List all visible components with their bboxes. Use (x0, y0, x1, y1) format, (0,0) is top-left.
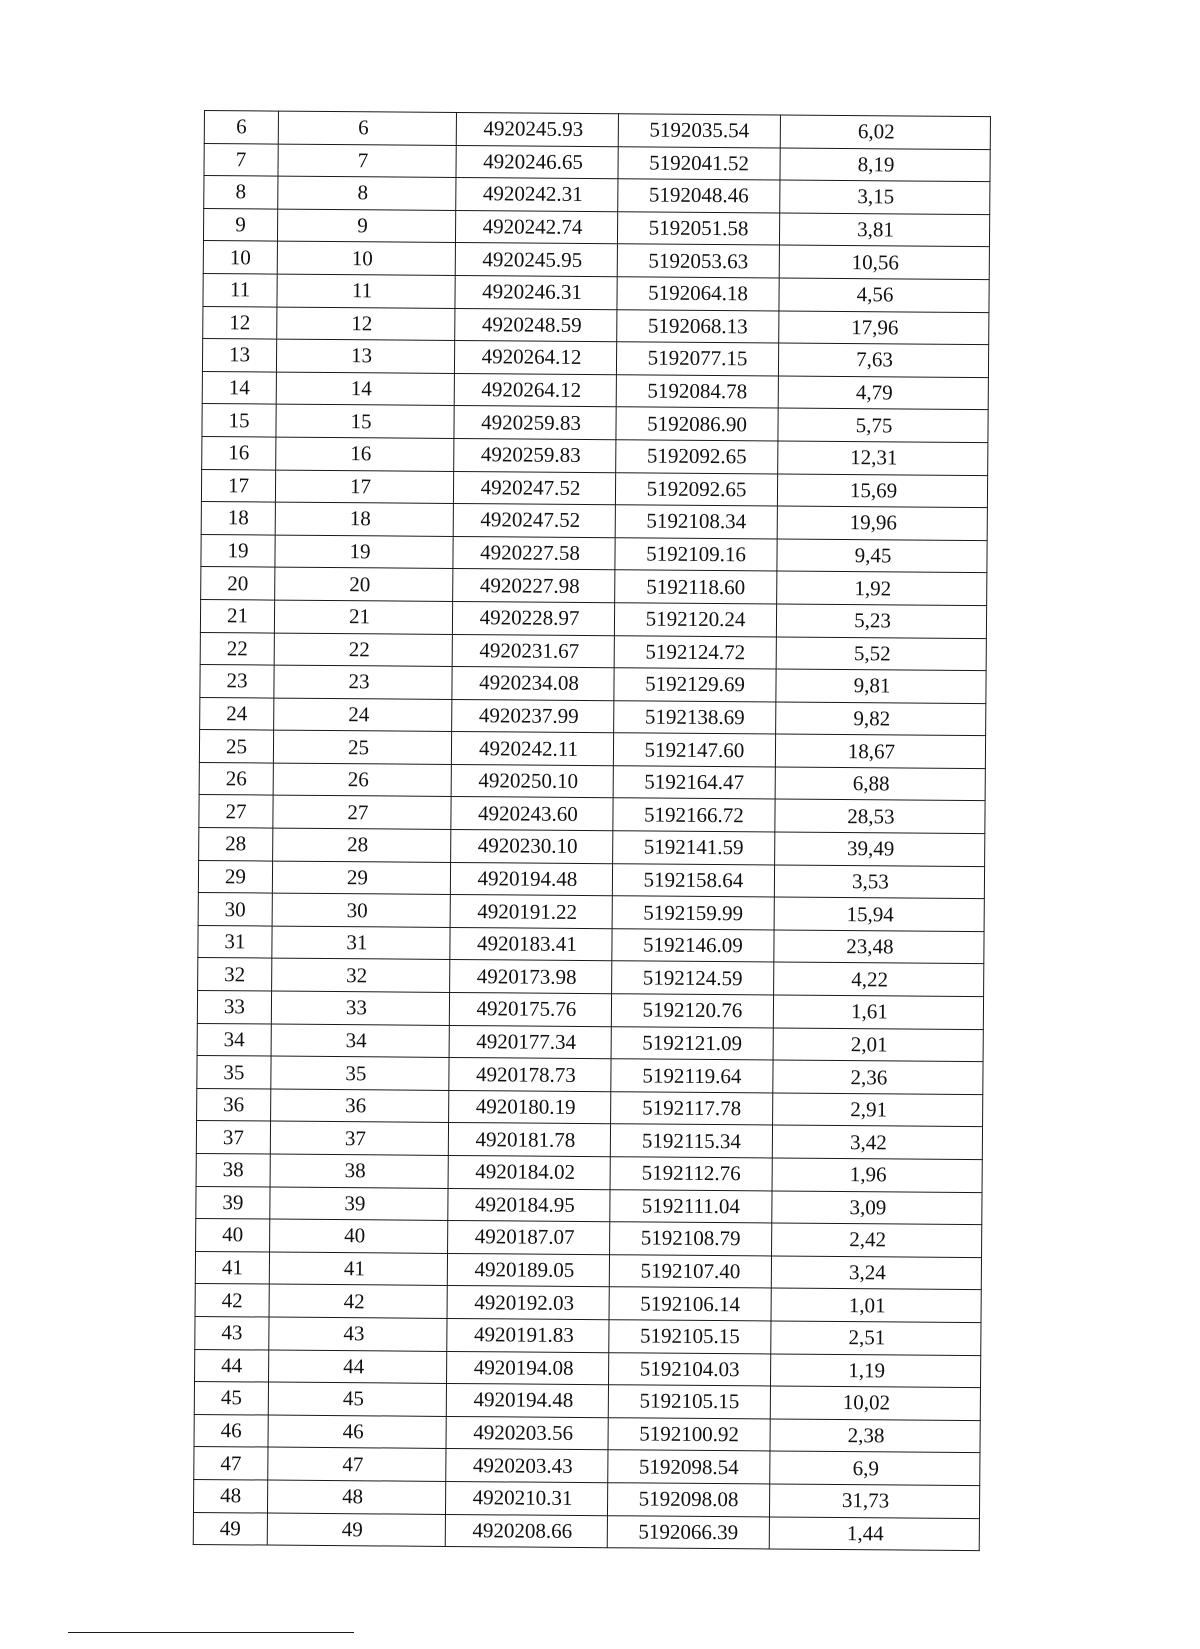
point-number-cell: 49 (267, 1513, 445, 1547)
x-coordinate-cell: 4920178.73 (449, 1058, 611, 1092)
point-number-cell: 10 (277, 241, 455, 275)
distance-cell: 8,19 (780, 148, 990, 182)
row-number-cell: 33 (197, 991, 271, 1024)
row-number-cell: 41 (195, 1251, 269, 1284)
row-number-cell: 45 (194, 1382, 268, 1415)
row-number-cell: 48 (193, 1479, 267, 1512)
y-coordinate-cell: 5192124.59 (612, 961, 774, 995)
distance-cell: 3,81 (779, 213, 989, 247)
distance-cell: 6,88 (775, 767, 985, 801)
x-coordinate-cell: 4920210.31 (445, 1481, 607, 1515)
y-coordinate-cell: 5192041.52 (618, 146, 780, 180)
distance-cell: 1,19 (770, 1354, 980, 1388)
distance-cell: 9,82 (776, 702, 986, 736)
x-coordinate-cell: 4920228.97 (452, 601, 614, 635)
y-coordinate-cell: 5192109.16 (615, 537, 777, 571)
point-number-cell: 18 (275, 502, 453, 536)
row-number-cell: 15 (202, 404, 276, 437)
x-coordinate-cell: 4920173.98 (450, 960, 612, 994)
y-coordinate-cell: 5192138.69 (614, 700, 776, 734)
x-coordinate-cell: 4920250.10 (451, 764, 613, 798)
y-coordinate-cell: 5192118.60 (615, 570, 777, 604)
distance-cell: 19,96 (777, 506, 987, 540)
y-coordinate-cell: 5192120.76 (611, 994, 773, 1028)
x-coordinate-cell: 4920234.08 (452, 667, 614, 701)
y-coordinate-cell: 5192147.60 (613, 733, 775, 767)
point-number-cell: 35 (271, 1056, 449, 1090)
x-coordinate-cell: 4920242.11 (451, 732, 613, 766)
y-coordinate-cell: 5192068.13 (617, 309, 779, 343)
row-number-cell: 24 (200, 697, 274, 730)
y-coordinate-cell: 5192159.99 (612, 896, 774, 930)
point-number-cell: 24 (274, 698, 452, 732)
x-coordinate-cell: 4920259.83 (454, 438, 616, 472)
row-number-cell: 14 (202, 371, 276, 404)
x-coordinate-cell: 4920203.56 (446, 1416, 608, 1450)
row-number-cell: 34 (197, 1023, 271, 1056)
row-number-cell: 16 (202, 436, 276, 469)
x-coordinate-cell: 4920242.31 (456, 178, 618, 212)
distance-cell: 2,36 (773, 1060, 983, 1094)
distance-cell: 2,51 (771, 1321, 981, 1355)
distance-cell: 5,75 (778, 408, 988, 442)
point-number-cell: 12 (277, 307, 455, 341)
point-number-cell: 20 (275, 567, 453, 601)
row-number-cell: 7 (204, 143, 278, 176)
point-number-cell: 23 (274, 665, 452, 699)
x-coordinate-cell: 4920246.31 (455, 275, 617, 309)
distance-cell: 12,31 (778, 441, 988, 475)
x-coordinate-cell: 4920247.52 (453, 504, 615, 538)
y-coordinate-cell: 5192104.03 (608, 1352, 770, 1386)
point-number-cell: 31 (272, 926, 450, 960)
distance-cell: 3,15 (780, 180, 990, 214)
distance-cell: 6,02 (780, 115, 990, 149)
distance-cell: 9,45 (777, 539, 987, 573)
y-coordinate-cell: 5192105.15 (609, 1320, 771, 1354)
point-number-cell: 44 (269, 1350, 447, 1384)
y-coordinate-cell: 5192053.63 (617, 244, 779, 278)
x-coordinate-cell: 4920245.93 (456, 112, 618, 146)
point-number-cell: 27 (273, 796, 451, 830)
y-coordinate-cell: 5192141.59 (613, 831, 775, 865)
y-coordinate-cell: 5192077.15 (616, 342, 778, 376)
y-coordinate-cell: 5192048.46 (618, 179, 780, 213)
point-number-cell: 42 (269, 1284, 447, 1318)
distance-cell: 5,52 (776, 637, 986, 671)
row-number-cell: 39 (196, 1186, 270, 1219)
y-coordinate-cell: 5192106.14 (609, 1287, 771, 1321)
y-coordinate-cell: 5192158.64 (612, 863, 774, 897)
point-number-cell: 32 (272, 958, 450, 992)
x-coordinate-cell: 4920264.12 (454, 341, 616, 375)
distance-cell: 2,42 (772, 1223, 982, 1257)
distance-cell: 10,56 (779, 245, 989, 279)
x-coordinate-cell: 4920177.34 (449, 1025, 611, 1059)
distance-cell: 1,44 (769, 1517, 979, 1551)
y-coordinate-cell: 5192117.78 (611, 1092, 773, 1126)
x-coordinate-cell: 4920189.05 (447, 1253, 609, 1287)
point-number-cell: 46 (268, 1415, 446, 1449)
point-number-cell: 14 (276, 372, 454, 406)
x-coordinate-cell: 4920247.52 (453, 471, 615, 505)
x-coordinate-cell: 4920248.59 (455, 308, 617, 342)
point-number-cell: 13 (276, 339, 454, 373)
point-number-cell: 33 (271, 991, 449, 1025)
point-number-cell: 22 (274, 633, 452, 667)
row-number-cell: 9 (203, 208, 277, 241)
point-number-cell: 19 (275, 535, 453, 569)
point-number-cell: 39 (270, 1187, 448, 1221)
distance-cell: 17,96 (779, 311, 989, 345)
x-coordinate-cell: 4920191.22 (450, 895, 612, 929)
x-coordinate-cell: 4920194.48 (450, 862, 612, 896)
row-number-cell: 43 (195, 1316, 269, 1349)
y-coordinate-cell: 5192124.72 (614, 635, 776, 669)
x-coordinate-cell: 4920183.41 (450, 927, 612, 961)
row-number-cell: 19 (201, 534, 275, 567)
row-number-cell: 25 (199, 730, 273, 763)
point-number-cell: 8 (278, 176, 456, 210)
x-coordinate-cell: 4920175.76 (449, 992, 611, 1026)
distance-cell: 6,9 (770, 1451, 980, 1485)
x-coordinate-cell: 4920184.02 (448, 1155, 610, 1189)
row-number-cell: 42 (195, 1284, 269, 1317)
point-number-cell: 45 (268, 1382, 446, 1416)
y-coordinate-cell: 5192120.24 (614, 603, 776, 637)
distance-cell: 2,01 (773, 1028, 983, 1062)
point-number-cell: 17 (275, 470, 453, 504)
y-coordinate-cell: 5192105.15 (608, 1385, 770, 1419)
distance-cell: 4,79 (778, 376, 988, 410)
row-number-cell: 32 (198, 958, 272, 991)
distance-cell: 3,53 (774, 865, 984, 899)
y-coordinate-cell: 5192115.34 (610, 1124, 772, 1158)
point-number-cell: 30 (272, 893, 450, 927)
point-number-cell: 38 (270, 1154, 448, 1188)
distance-cell: 4,56 (779, 278, 989, 312)
row-number-cell: 47 (194, 1447, 268, 1480)
y-coordinate-cell: 5192084.78 (616, 374, 778, 408)
y-coordinate-cell: 5192119.64 (611, 1059, 773, 1093)
y-coordinate-cell: 5192107.40 (609, 1255, 771, 1289)
y-coordinate-cell: 5192166.72 (613, 798, 775, 832)
x-coordinate-cell: 4920264.12 (454, 373, 616, 407)
row-number-cell: 23 (200, 665, 274, 698)
row-number-cell: 22 (200, 632, 274, 665)
y-coordinate-cell: 5192146.09 (612, 929, 774, 963)
y-coordinate-cell: 5192108.34 (615, 505, 777, 539)
x-coordinate-cell: 4920231.67 (452, 634, 614, 668)
point-number-cell: 25 (273, 730, 451, 764)
y-coordinate-cell: 5192035.54 (618, 114, 780, 148)
x-coordinate-cell: 4920181.78 (448, 1123, 610, 1157)
row-number-cell: 35 (197, 1056, 271, 1089)
x-coordinate-cell: 4920192.03 (447, 1286, 609, 1320)
distance-cell: 1,61 (773, 995, 983, 1029)
point-number-cell: 36 (271, 1089, 449, 1123)
y-coordinate-cell: 5192066.39 (607, 1515, 769, 1549)
row-number-cell: 40 (196, 1219, 270, 1252)
row-number-cell: 30 (198, 893, 272, 926)
row-number-cell: 37 (196, 1121, 270, 1154)
table-row (193, 1512, 979, 1551)
point-number-cell: 16 (276, 437, 454, 471)
y-coordinate-cell: 5192098.08 (607, 1483, 769, 1517)
row-number-cell: 49 (193, 1512, 267, 1545)
distance-cell: 1,01 (771, 1288, 981, 1322)
x-coordinate-cell: 4920191.83 (447, 1318, 609, 1352)
point-number-cell: 37 (270, 1121, 448, 1155)
distance-cell: 3,24 (771, 1256, 981, 1290)
row-number-cell: 11 (203, 273, 277, 306)
point-number-cell: 26 (273, 763, 451, 797)
distance-cell: 28,53 (775, 799, 985, 833)
row-number-cell: 27 (199, 795, 273, 828)
point-number-cell: 7 (278, 144, 456, 178)
x-coordinate-cell: 4920184.95 (448, 1188, 610, 1222)
x-coordinate-cell: 4920227.98 (453, 569, 615, 603)
row-number-cell: 20 (201, 567, 275, 600)
distance-cell: 5,23 (776, 604, 986, 638)
x-coordinate-cell: 4920208.66 (445, 1514, 607, 1548)
point-number-cell: 41 (269, 1252, 447, 1286)
distance-cell: 18,67 (775, 734, 985, 768)
y-coordinate-cell: 5192112.76 (610, 1157, 772, 1191)
distance-cell: 10,02 (770, 1386, 980, 1420)
row-number-cell: 10 (203, 241, 277, 274)
point-number-cell: 11 (277, 274, 455, 308)
point-number-cell: 15 (276, 404, 454, 438)
y-coordinate-cell: 5192092.65 (616, 440, 778, 474)
x-coordinate-cell: 4920243.60 (451, 797, 613, 831)
y-coordinate-cell: 5192098.54 (608, 1450, 770, 1484)
point-number-cell: 6 (278, 111, 456, 145)
point-number-cell: 29 (272, 861, 450, 895)
row-number-cell: 38 (196, 1153, 270, 1186)
point-number-cell: 47 (268, 1447, 446, 1481)
x-coordinate-cell: 4920180.19 (449, 1090, 611, 1124)
point-number-cell: 48 (267, 1480, 445, 1514)
row-number-cell: 8 (204, 176, 278, 209)
x-coordinate-cell: 4920246.65 (456, 145, 618, 179)
row-number-cell: 12 (203, 306, 277, 339)
row-number-cell: 26 (199, 762, 273, 795)
y-coordinate-cell: 5192111.04 (610, 1189, 772, 1223)
y-coordinate-cell: 5192129.69 (614, 668, 776, 702)
point-number-cell: 34 (271, 1024, 449, 1058)
distance-cell: 2,91 (773, 1093, 983, 1127)
y-coordinate-cell: 5192092.65 (615, 472, 777, 506)
row-number-cell: 31 (198, 925, 272, 958)
coordinates-table-body (193, 111, 990, 1551)
row-number-cell: 6 (204, 111, 278, 144)
y-coordinate-cell: 5192121.09 (611, 1026, 773, 1060)
y-coordinate-cell: 5192051.58 (617, 212, 779, 246)
y-coordinate-cell: 5192108.79 (610, 1222, 772, 1256)
distance-cell: 39,49 (775, 832, 985, 866)
point-number-cell: 40 (270, 1219, 448, 1253)
x-coordinate-cell: 4920187.07 (448, 1221, 610, 1255)
distance-cell: 7,63 (778, 343, 988, 377)
point-number-cell: 28 (273, 828, 451, 862)
row-number-cell: 13 (202, 339, 276, 372)
distance-cell: 31,73 (769, 1484, 979, 1518)
distance-cell: 3,42 (772, 1125, 982, 1159)
x-coordinate-cell: 4920230.10 (451, 830, 613, 864)
distance-cell: 2,38 (770, 1419, 980, 1453)
distance-cell: 23,48 (774, 930, 984, 964)
point-number-cell: 21 (274, 600, 452, 634)
x-coordinate-cell: 4920237.99 (452, 699, 614, 733)
footnote-separator (68, 1632, 354, 1633)
point-number-cell: 43 (269, 1317, 447, 1351)
distance-cell: 15,69 (777, 474, 987, 508)
distance-cell: 1,96 (772, 1158, 982, 1192)
x-coordinate-cell: 4920242.74 (455, 210, 617, 244)
x-coordinate-cell: 4920203.43 (446, 1449, 608, 1483)
y-coordinate-cell: 5192064.18 (617, 277, 779, 311)
y-coordinate-cell: 5192100.92 (608, 1417, 770, 1451)
y-coordinate-cell: 5192086.90 (616, 407, 778, 441)
distance-cell: 1,92 (777, 571, 987, 605)
row-number-cell: 21 (200, 599, 274, 632)
row-number-cell: 36 (197, 1088, 271, 1121)
y-coordinate-cell: 5192164.47 (613, 766, 775, 800)
distance-cell: 15,94 (774, 897, 984, 931)
row-number-cell: 28 (199, 828, 273, 861)
coordinates-table (193, 110, 991, 1551)
point-number-cell: 9 (277, 209, 455, 243)
x-coordinate-cell: 4920194.48 (446, 1384, 608, 1418)
row-number-cell: 18 (201, 502, 275, 535)
row-number-cell: 29 (198, 860, 272, 893)
distance-cell: 3,09 (772, 1191, 982, 1225)
x-coordinate-cell: 4920245.95 (455, 243, 617, 277)
row-number-cell: 17 (201, 469, 275, 502)
row-number-cell: 46 (194, 1414, 268, 1447)
row-number-cell: 44 (195, 1349, 269, 1382)
x-coordinate-cell: 4920259.83 (454, 406, 616, 440)
distance-cell: 4,22 (774, 962, 984, 996)
distance-cell: 9,81 (776, 669, 986, 703)
x-coordinate-cell: 4920227.58 (453, 536, 615, 570)
x-coordinate-cell: 4920194.08 (447, 1351, 609, 1385)
